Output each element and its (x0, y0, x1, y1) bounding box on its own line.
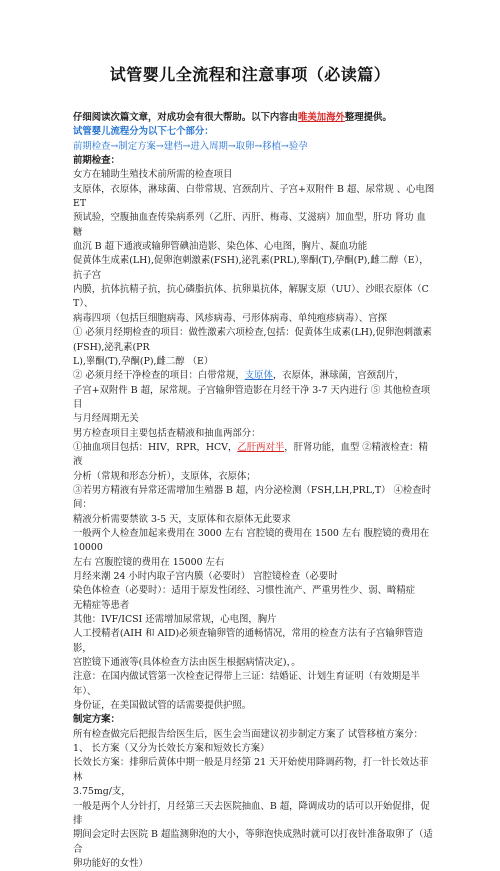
paragraph-line: 病毒四项（包括巨细胞病毒、风疹病毒、弓形体病毒、单纯疱疹病毒）、宫探 (73, 312, 388, 324)
paragraph-line: 无精症等患者 (73, 599, 130, 611)
paragraph-line: 月经来潮 24 小时内取子宫内膜（必要时） 宫腔镜检查（必要时 (73, 571, 338, 582)
paragraph-line: ② 必须月经干净检查的项目：白带常规，支原体，衣原体，淋球菌，宫颈刮片， (73, 370, 405, 382)
mycoplasma-link[interactable]: 支原体 (244, 370, 273, 382)
source-link[interactable]: 唯美加海外 (298, 112, 345, 123)
section-title-exam: 前期检查： (73, 155, 120, 167)
paragraph-line: (FSH),泌乳素(PR (73, 341, 150, 353)
paragraph-line: 1、 长方案（又分为长效长方案和短效长方案） (73, 743, 270, 755)
paragraph-line: 身份证，在美国做试管的话需要提供护照。 (73, 700, 252, 712)
paragraph-line: ① 必须月经期检查的项目：做性激素六项检查,包括：促黄体生成素(LH),促卵泡刺激素 (73, 327, 432, 339)
paragraph-line: 宫腔镜下通液等(具体检查方法由医生根据病情决定)，。 (73, 657, 301, 669)
paragraph-line: 支原体，衣原体，淋球菌、白带常规、宫颈刮片、子宫+双附件 B 超、尿常规 、心电图 ET (73, 183, 435, 210)
paragraph-line: 血沉 B 超下通液或输卵管碘油造影、染色体、心电图，胸片、凝血功能 (73, 241, 368, 253)
paragraph-line: 染色体检查（必要时）：适用于原发性闭经、习惯性流产、严重男性少、弱、畸精症 (73, 585, 416, 597)
flow-steps: 前期检查→制定方案→建档→进入周期→取卵→移植→验孕 (73, 140, 308, 152)
paragraph-line: 与月经周期无关 (73, 413, 139, 425)
paragraph-line: ③若男方精液有异常还需增加生殖器 B 超，内分泌检测（FSH,LH,PRL,T） ④检查时间： (73, 484, 431, 511)
paragraph-line: 分析（常规和形态分析），支原体，衣原体； (73, 470, 256, 482)
page-title: 试管婴儿全流程和注意事项（必读篇） (109, 65, 391, 84)
paragraph-line: 注意：在国内做试管第一次检查记得带上三证：结婚证、计划生育证明（有效期是半年）、 (73, 671, 420, 697)
paragraph-line: 左右 宫腹腔镜的费用在 15000 左右 (73, 556, 225, 568)
paragraph-line: 一般是两个人分针打，月经第三天去医院抽血、B 超，降调成功的话可以开始促排，促排 (73, 800, 430, 826)
paragraph-line: 卵功能好的女性） (73, 857, 149, 869)
section-title-plan: 制定方案： (73, 714, 120, 726)
document-body (73, 111, 435, 871)
paragraph-line: 3.75mg/支， (73, 786, 131, 798)
paragraph-line: 男方检查项目主要包括查精液和抽血两部分： (73, 427, 261, 439)
flow-heading: 试管婴儿流程分为以下七个部分： (73, 126, 214, 138)
paragraph-line: 内膜，抗体抗精子抗，抗心磷脂抗体、抗卵巢抗体，解脲支原（UU）、沙眼衣原体（CT）、 (73, 284, 429, 310)
paragraph-line: 期间会定时去医院 B 超监测卵泡的大小，等卵泡快成熟时就可以打夜针准备取卵了（适合 (73, 829, 433, 855)
paragraph-line: 预试验，空腹抽血查传染病系列（乙肝、丙肝、梅毒、艾滋病）加血型，肝功 肾功 血糖 (73, 212, 426, 238)
paragraph-line: 精液分析需要禁欲 3-5 天，支原体和衣原体无此要求 (73, 513, 291, 525)
paragraph-line: 女方在辅助生殖技术前所需的检查项目 (73, 169, 233, 181)
paragraph-line: 人工授精者(AIH 和 AID)必须查输卵管的通畅情况，常用的检查方法有子宫输卵管造影， (73, 628, 423, 654)
paragraph-line: 其他：IVF/ICSI 还需增加尿常规，心电图，胸片 (73, 614, 277, 626)
paragraph-line: 子宫+双附件 B 超，尿常规。子宫输卵管造影在月经干净 3-7 天内进行 ⑤ 其他检查项目 (73, 384, 431, 410)
paragraph-line: 长效长方案：排卵后黄体中期一般是月经第 21 天开始使用降调药物，打一针长效达菲林 (73, 757, 429, 783)
paragraph-line: L),睾酮(T),孕酮(P),雌二醇 （E） (73, 355, 214, 367)
paragraph-line: 所有检查做完后把报告给医生后，医生会当面建议初步制定方案了 试管移植方案分： (73, 728, 423, 740)
intro-line: 仔细阅读次篇文章，对成功会有很大帮助。以下内容由唯美加海外整理提供。 (73, 112, 392, 123)
paragraph-line: 促黄体生成素(LH),促卵泡刺激素(FSH),泌乳素(PRL),睾酮(T),孕酮(P),雌二醇（E），抗子宫 (73, 255, 429, 281)
hepatitis-b-link[interactable]: 乙肝两对半 (237, 441, 285, 453)
paragraph-line: 一般两个人检查加起来费用在 3000 左右 宫腔镜的费用在 1500 左右 腹腔镜的费用在 10000 (73, 527, 430, 554)
paragraph-line: ①抽血项目包括：HIV，RPR，HCV，乙肝两对半，肝肾功能，血型 ②精液检查：精液 (73, 441, 428, 468)
